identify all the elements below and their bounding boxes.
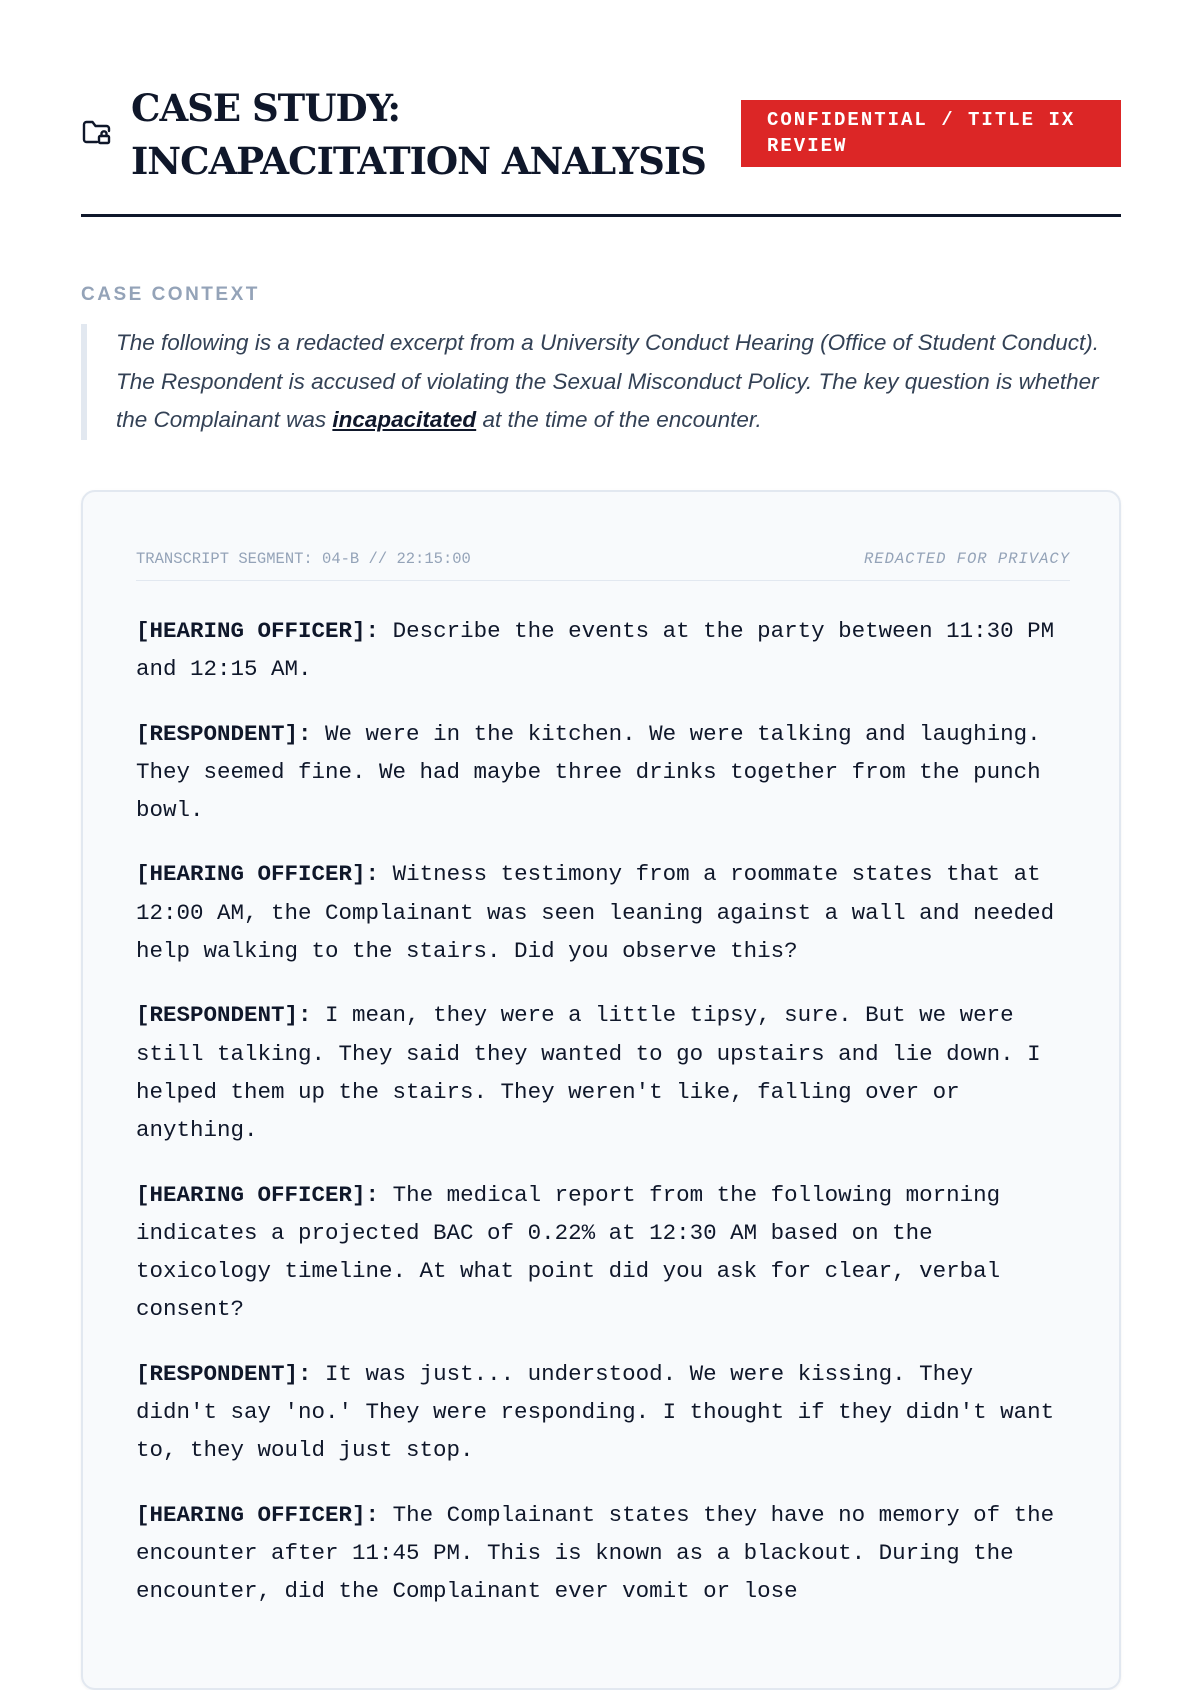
transcript-entry	[136, 1176, 1056, 1329]
entry-text: It was just... understood. We were kissing. They didn't say 'no.' They were responding. I thought if they didn't want to, they would just stop.	[136, 1360, 1055, 1464]
speaker-label: [RESPONDENT]:	[136, 1360, 312, 1387]
entry-text: I mean, they were a little tipsy, sure. But we were still talking. They said they wanted to go upstairs and lie down. I helped them up the stairs. They weren't like, falling over or anything.	[136, 1002, 1041, 1144]
transcript-panel	[81, 490, 1121, 1690]
confidential-badge: CONFIDENTIAL / TITLE IX REVIEW	[741, 100, 1121, 167]
transcript-entry	[136, 855, 1056, 970]
entry-text: Witness testimony from a roommate states that at 12:00 AM, the Complainant was seen leaning against a wall and needed help walking to the stairs. Did you observe this?	[136, 861, 1055, 965]
context-text-after: at the time of the encounter.	[476, 407, 762, 432]
entry-text: We were in the kitchen. We were talking and laughing. They seemed fine. We had maybe three drinks together from the punch bowl.	[136, 720, 1041, 824]
speaker-label: [HEARING OFFICER]:	[136, 1181, 380, 1208]
case-study-page	[81, 0, 1121, 1605]
context-text-before: The following is a redacted excerpt from a University Conduct Hearing (Office of Student Conduct). The Respondent is accused of violating the Sexual Misconduct Policy. The key question is whether the Complainant was	[116, 330, 1099, 432]
redacted-note: REDACTED FOR PRIVACY	[863, 550, 1070, 568]
transcript-body	[136, 612, 1056, 1637]
entry-text: Describe the events at the party between 11:30 PM and 12:15 AM.	[136, 618, 1055, 683]
speaker-label: [RESPONDENT]:	[136, 720, 312, 747]
case-context-quote	[81, 324, 1121, 440]
speaker-label: [HEARING OFFICER]:	[136, 861, 380, 888]
incapacitated-term: incapacitated	[332, 407, 477, 432]
transcript-entry	[136, 996, 1056, 1149]
transcript-entry	[136, 612, 1056, 689]
case-context-label: CASE CONTEXT	[81, 284, 260, 305]
transcript-meta	[136, 550, 1070, 581]
speaker-label: [HEARING OFFICER]:	[136, 1501, 380, 1528]
entry-text: The medical report from the following morning indicates a projected BAC of 0.22% at 12:30 AM based on the toxicology timeline. At what point did you ask for clear, verbal consent?	[136, 1181, 1001, 1323]
folder-lock-icon	[81, 117, 113, 149]
transcript-segment-id: TRANSCRIPT SEGMENT: 04-B // 22:15:00	[136, 550, 471, 568]
speaker-label: [HEARING OFFICER]:	[136, 618, 380, 644]
transcript-entry	[136, 1496, 1056, 1611]
transcript-entry	[136, 715, 1056, 830]
entry-text: The Complainant states they have no memory of the encounter after 11:45 PM. This is known as a blackout. During the encounter, did the Complainant ever vomit or lose	[136, 1501, 1055, 1605]
transcript-entry	[136, 1355, 1056, 1470]
page-header	[81, 0, 1121, 217]
speaker-label: [RESPONDENT]:	[136, 1002, 312, 1029]
page-title: CASE STUDY: INCAPACITATION ANALYSIS	[131, 86, 706, 183]
